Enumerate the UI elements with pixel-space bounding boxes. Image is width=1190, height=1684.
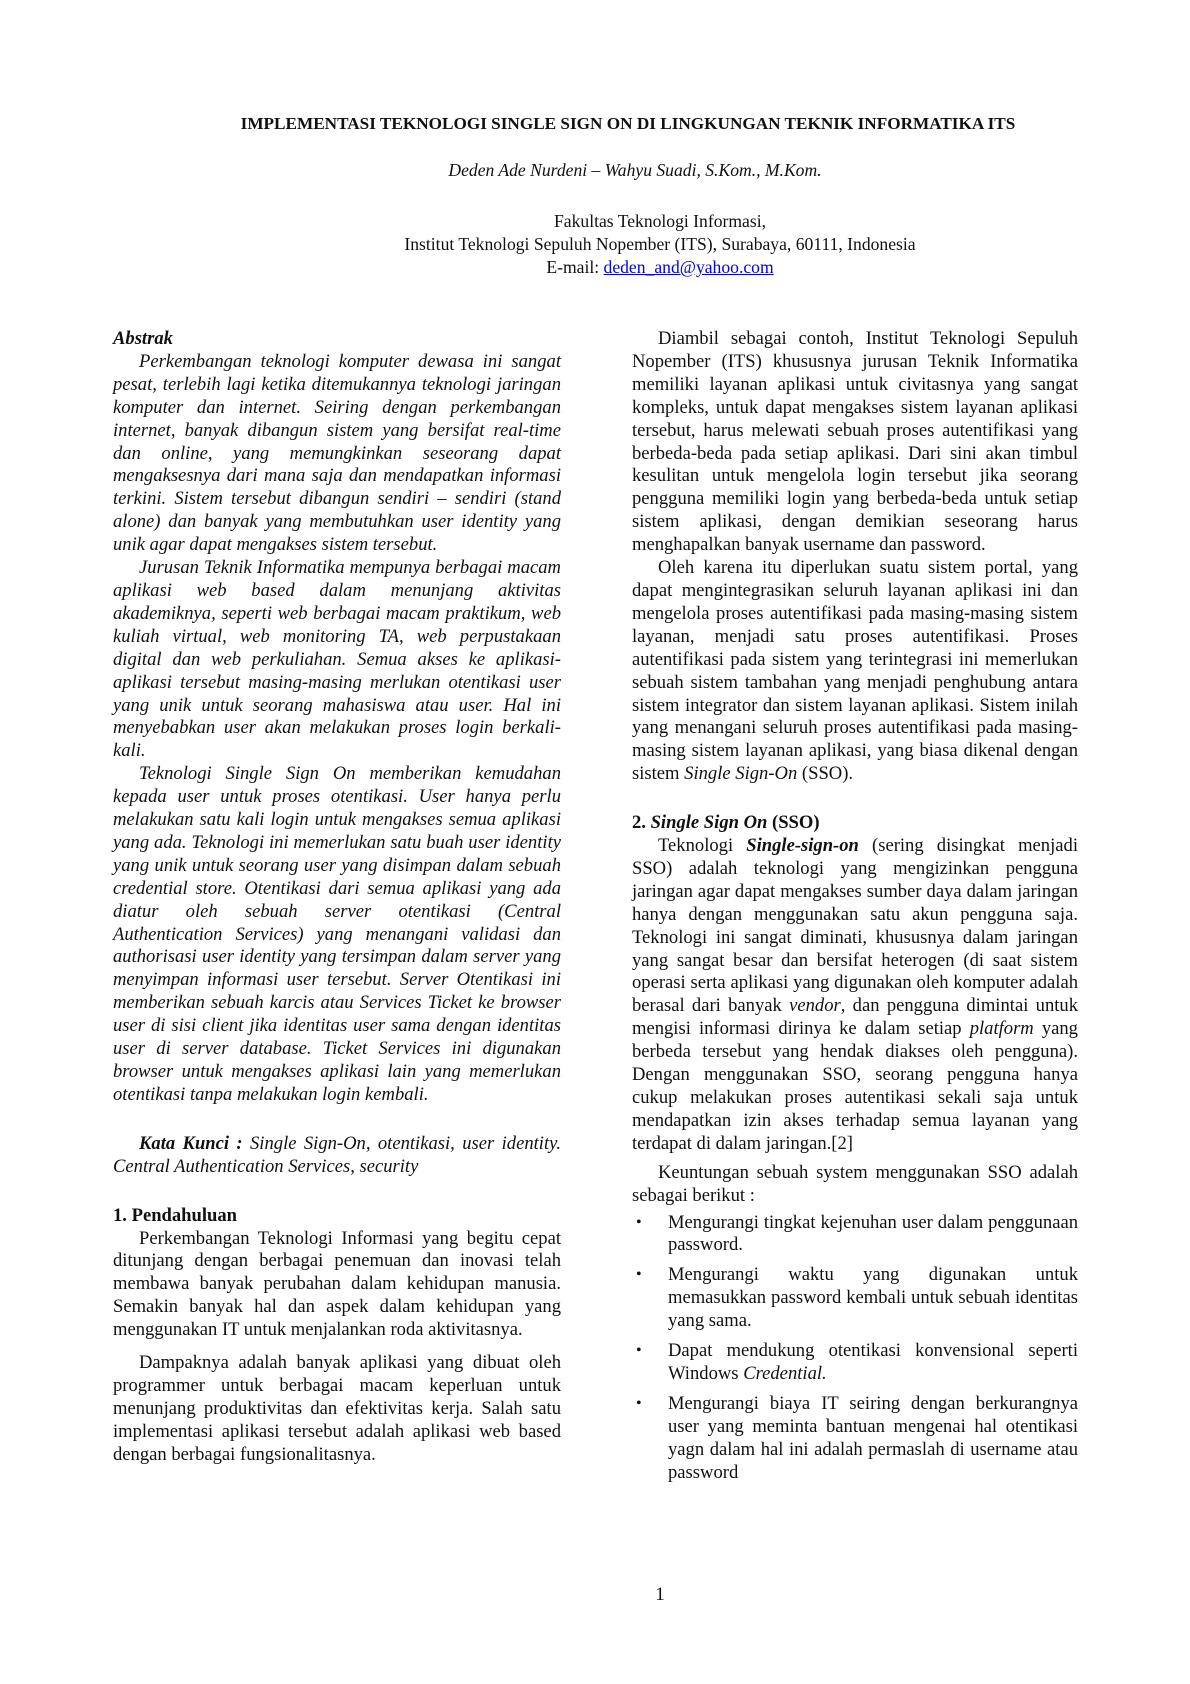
list-item: • Mengurangi biaya IT seiring dengan berkurangnya user yang meminta bantuan mengenai hal otentikasi yagn dalam hal ini adalah permaslah di username atau password <box>636 1392 1078 1483</box>
email-label: E-mail: <box>546 257 604 277</box>
section-2-heading: 2. Single Sign On (SSO) <box>632 812 820 834</box>
bullet-icon: • <box>636 1394 642 1412</box>
paper-authors: Deden Ade Nurdeni – Wahyu Suadi, S.Kom., M.Kom. <box>448 160 822 180</box>
bullet-icon: • <box>636 1342 642 1360</box>
abstract-paragraph: Jurusan Teknik Informatika mempunya berbagai macam aplikasi web based dalam menunjang aktivitas akademiknya, seperti web berbagai macam praktikum, web kuliah virtual, web monitoring TA, web perpustakaan digital dan web perkuliahan. Semua akses ke aplikasi-aplikasi tersebut masing-masing merlukan otentikasi user yang unik untuk seorang mahasiswa atau user. Hal ini menyebabkan user akan melakukan proses login berkali-kali. <box>113 557 561 762</box>
keywords <box>113 1133 561 1179</box>
benefits-list <box>632 1212 1078 1485</box>
body-paragraph: Diambil sebagai contoh, Institut Teknologi Sepuluh Nopember (ITS) khususnya jurusan Teknik Informatika memiliki layanan aplikasi untuk civitasnya yang sangat kompleks, untuk dapat mengakses sistem layanan aplikasi tersebut, harus melewati sebuah proses autentifikasi yang berbeda-beda pada setiap aplikasi. Dari sini akan timbul kesulitan untuk mengelola login tersebut jika seorang pengguna memiliki login yang berbeda-beda untuk setiap sistem aplikasi, dengan demikian seseorang harus menghapalkan banyak username dan password. <box>632 328 1078 556</box>
body-paragraph: Teknologi Single-sign-on (sering disingkat menjadi SSO) adalah teknologi yang mengizinkan pengguna jaringan agar dapat mengakses sumber daya dalam jaringan hanya dengan menggunakan satu akun pengguna saja. Teknologi ini sangat diminati, khususnya dalam jaringan yang sangat besar dan bersifat heterogen (di saat sistem operasi serta aplikasi yang digunakan oleh komputer adalah berasal dari banyak vendor, dan pengguna dimintai untuk mengisi informasi dirinya ke dalam setiap platform yang berbeda tersebut yang hendak diakses oleh pengguna). Dengan menggunakan SSO, seorang pengguna hanya cukup melakukan proses autentikasi sekali saja untuk mendapatkan izin akses terhadap semua layanan yang terdapat di dalam jaringan.[2] <box>632 835 1078 1154</box>
left-column <box>113 328 561 1467</box>
affiliation-faculty: Fakultas Teknologi Informasi, <box>554 211 766 231</box>
abstract-heading: Abstrak <box>113 328 173 349</box>
list-item: • Mengurangi waktu yang digunakan untuk memasukkan password kembali untuk sebuah identitas yang sama. <box>636 1264 1078 1332</box>
section-1-heading: 1. Pendahuluan <box>113 1204 238 1226</box>
affiliation-email-line <box>130 256 1190 279</box>
abstract-paragraph: Perkembangan teknologi komputer dewasa ini sangat pesat, terlebih lagi ketika ditemukannya teknologi jaringan komputer dan internet. Seiring dengan perkembangan internet, banyak dibangun sistem yang bersifat real-time dan online, yang memungkinkan seseorang dapat mengaksesnya dari mana saja dan mendapatkan informasi terkini. Sistem tersebut dibangun sendiri – sendiri (stand alone) dan banyak yang membutuhkan user identity yang unik agar dapat mengakses sistem tersebut. <box>113 350 561 556</box>
body-paragraph: Keuntungan sebuah system menggunakan SSO adalah sebagai berikut : <box>632 1161 1078 1206</box>
keywords-text: Single Sign-On, otentikasi, user identity. Central Authentication Services, security <box>113 1132 561 1177</box>
abstract-section <box>113 328 561 1107</box>
page-number: 1 <box>655 1584 665 1605</box>
list-item: • Dapat mendukung otentikasi konvensional seperti Windows Credential. <box>636 1340 1078 1384</box>
keywords-label: Kata Kunci : <box>139 1132 243 1154</box>
bullet-icon: • <box>636 1266 642 1284</box>
abstract-paragraph: Teknologi Single Sign On memberikan kemudahan kepada user untuk proses otentikasi. User hanya perlu melakukan satu kali login untuk mengakses semua aplikasi yang ada. Teknologi ini memerlukan satu buah user identity yang unik untuk seorang user yang disimpan dalam sebuah credential store. Otentikasi dari semua aplikasi yang ada diatur oleh sebuah server otentikasi (Central Authentication Services) yang menangani validasi dan authorisasi user identity yang tersimpan dalam server yang menyimpan informasi user tersebut. Server Otentikasi ini memberikan sebuah karcis atau Services Ticket ke browser user di sisi client jika identitas user sama dengan identitas user di server database. Ticket Services ini digunakan browser untuk mengakses aplikasi lain yang memerlukan otentikasi tanpa melakukan login kembali. <box>113 763 561 1105</box>
right-column <box>632 328 1078 1492</box>
body-paragraph: Oleh karena itu diperlukan suatu sistem portal, yang dapat mengintegrasikan seluruh layanan aplikasi ini dan mengelola proses autentifikasi pada masing-masing sistem layanan, menjadi satu proses autentifikasi. Proses autentifikasi pada sistem yang terintegrasi ini memerlukan sebuah sistem tambahan yang menjadi penghubung antara sistem integrator dan sistem layanan aplikasi. Sistem inilah yang menangani seluruh proses autentifikasi pada masing-masing sistem layanan aplikasi, yang biasa dikenal dengan sistem Single Sign-On (SSO). <box>632 557 1078 785</box>
list-item: • Mengurangi tingkat kejenuhan user dalam penggunaan password. <box>636 1211 1078 1256</box>
affiliation-institute: Institut Teknologi Sepuluh Nopember (ITS), Surabaya, 60111, Indonesia <box>404 234 916 254</box>
body-paragraph: Dampaknya adalah banyak aplikasi yang dibuat oleh programmer untuk berbagai macam keperluan untuk menunjang produktivitas dan efektivitas kerja. Salah satu implementasi aplikasi tersebut adalah aplikasi web based dengan berbagai fungsionalitasnya. <box>113 1352 561 1465</box>
paper-title: IMPLEMENTASI TEKNOLOGI SINGLE SIGN ON DI LINGKUNGAN TEKNIK INFORMATIKA ITS <box>240 114 1016 133</box>
body-paragraph: Perkembangan Teknologi Informasi yang begitu cepat ditunjang dengan berbagai penemuan dan inovasi telah membawa banyak perubahan dalam kehidupan manusia. Semakin banyak hal dan aspek dalam kehidupan yang menggunakan IT untuk menjalankan roda aktivitasnya. <box>113 1227 561 1341</box>
email-link[interactable]: deden_and@yahoo.com <box>603 257 774 277</box>
bullet-icon: • <box>636 1213 642 1231</box>
affiliation-block <box>0 210 1190 279</box>
